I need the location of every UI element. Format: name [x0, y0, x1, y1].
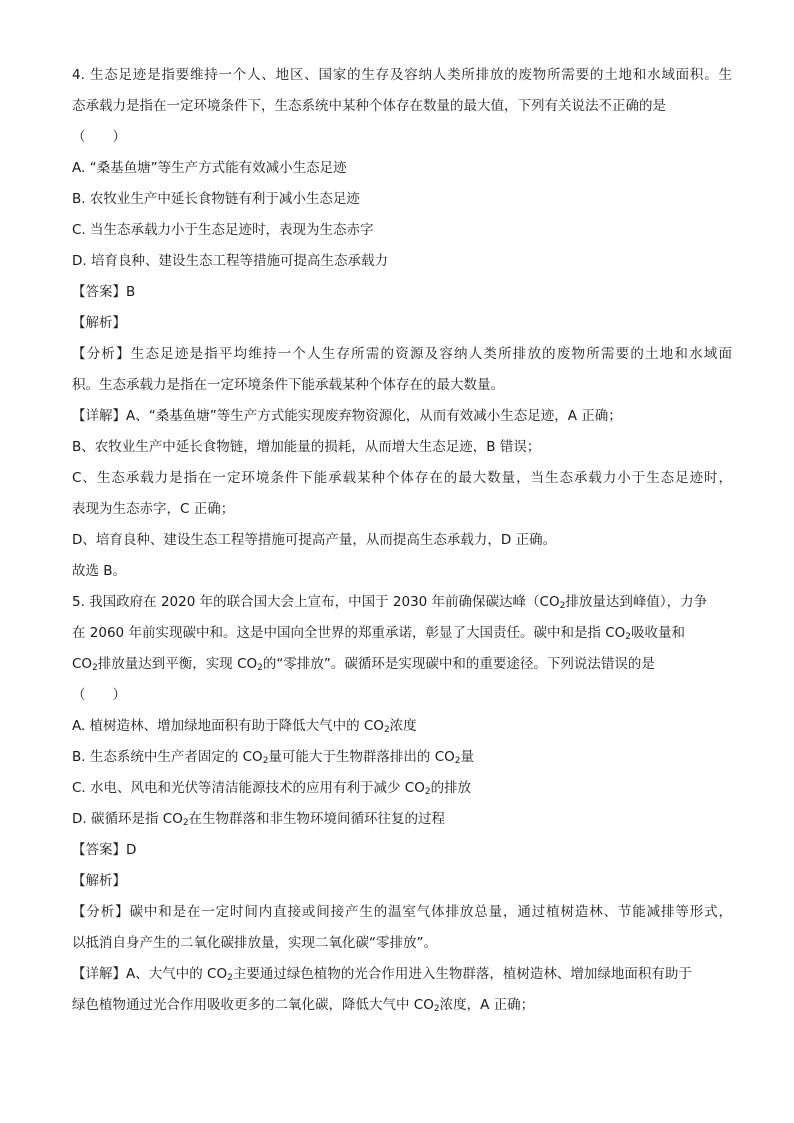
- q5-analysis-line-1: 【分析】碳中和是在一定时间内直接或间接产生的温室气体排放总量，通过植树造林、节能减排等形式，: [72, 904, 732, 920]
- subscript-2: 2: [383, 725, 390, 735]
- q4-answer: 【答案】B: [72, 284, 136, 300]
- q4-option-d: D. 培育良种、建设生态工程等措施可提高生态承载力: [72, 253, 388, 269]
- q5-detail2-text-b: 浓度，A 正确；: [439, 997, 535, 1013]
- q5-detail1-text-b: 主要通过绿色植物的光合作用进入生物群落，植树造林、增加绿地面积有助于: [232, 966, 692, 982]
- q4-analysis-line-2: 积。生态承载力是指在一定环境条件下能承载某种个体存在的最大数量。: [72, 377, 504, 393]
- q5-option-c: [72, 773, 732, 804]
- q5-stem3-text-c: 的“零排放”。碳循环是实现碳中和的重要途径。下列说法错误的是: [262, 656, 655, 672]
- q4-detail-c-line-1: C、生态承载力是指在一定环境条件下能承载某种个体存在的最大数量，当生态承载力小于生态足迹时，: [72, 470, 732, 486]
- q5-option-a-text-a: A. 植树造林、增加绿地面积有助于降低大气中的 CO: [72, 718, 384, 734]
- q5-stem2-text-a: 在 2060 年前实现碳中和。这是中国向全世界的郑重承诺，彰显了大国责任。碳中和是指 CO: [72, 625, 626, 641]
- q4-detail-d: D、培育良种、建设生态工程等措施可提高产量，从而提高生态承载力，D 正确。: [72, 532, 557, 548]
- q4-stem-line-2: 态承载力是指在一定环境条件下，生态系统中某种个体存在数量的最大值，下列有关说法不正确的是: [72, 98, 666, 114]
- document-page: [72, 60, 732, 1021]
- q5-stem-line-2: [72, 618, 732, 649]
- q5-stem1-text-b: 排放量达到峰值），力争: [565, 594, 708, 610]
- q5-detail-line-2: [72, 990, 732, 1021]
- q5-option-c-text-a: C. 水电、风电和光伏等清洁能源技术的应用有利于减少 CO: [72, 780, 425, 796]
- q5-answer: 【答案】D: [72, 842, 137, 858]
- q4-detail-b: B、农牧业生产中延长食物链，增加能量的损耗，从而增大生态足迹，B 错误；: [72, 439, 541, 455]
- q5-option-d-text-a: D. 碳循环是指 CO: [72, 811, 183, 827]
- q4-option-b: B. 农牧业生产中延长食物链有利于减小生态足迹: [72, 191, 360, 207]
- subscript-2: 2: [92, 663, 98, 673]
- q5-detail2-text-a: 绿色植物通过光合作用吸收更多的二氧化碳，降低大气中 CO: [72, 997, 434, 1013]
- q5-option-c-text-b: 的排放: [430, 780, 472, 796]
- q5-stem-line-1: [72, 587, 732, 618]
- q4-jiexi-heading: 【解析】: [72, 315, 126, 331]
- subscript-2: 2: [433, 1004, 440, 1014]
- q4-detail-a: 【详解】A、“桑基鱼塘”等生产方式能实现废弃物资源化，从而有效减小生态足迹，A 正确；: [72, 408, 622, 424]
- q4-analysis-line-1: 【分析】生态足迹是指平均维持一个人生存所需的资源及容纳人类所排放的废物所需要的土地和水域面: [72, 346, 732, 362]
- q4-option-c: C. 当生态承载力小于生态足迹时，表现为生态赤字: [72, 222, 374, 238]
- q5-stem3-text-a: CO: [72, 656, 93, 672]
- q5-option-b-text-a: B. 生态系统中生产者固定的 CO: [72, 749, 263, 765]
- q5-option-d: [72, 804, 732, 835]
- q5-detail1-text-a: 【详解】A、大气中的 CO: [72, 966, 228, 982]
- q5-stem-line-3: [72, 649, 732, 680]
- q5-stem1-text-a: 5. 我国政府在 2020 年的联合国大会上宣布，中国于 2030 年前确保碳达峰（CO: [72, 594, 560, 610]
- subscript-2: 2: [262, 756, 269, 766]
- q5-option-d-text-b: 在生物群落和非生物环境间循环往复的过程: [188, 811, 446, 827]
- q5-option-a: [72, 711, 732, 742]
- q5-option-b-text-c: 量: [460, 749, 474, 765]
- q4-stem-line-1: 4. 生态足迹是指要维持一个人、地区、国家的生存及容纳人类所排放的废物所需要的土地和水域面积。生: [72, 67, 732, 83]
- q5-option-b: [72, 742, 732, 773]
- subscript-2: 2: [625, 632, 632, 642]
- subscript-2: 2: [182, 818, 189, 828]
- q5-stem3-text-b: 排放量达到平衡，实现 CO: [97, 656, 258, 672]
- q5-stem2-text-b: 吸收量和: [631, 625, 686, 641]
- q4-answer-parentheses: （ ）: [72, 129, 126, 145]
- q5-detail-line-1: [72, 959, 732, 990]
- q5-analysis-line-2: 以抵消自身产生的二氧化碳排放量，实现二氧化碳“零排放”。: [72, 935, 437, 951]
- q4-option-a: A. “桑基鱼塘”等生产方式能有效减小生态足迹: [72, 160, 347, 176]
- q5-option-b-text-b: 量可能大于生物群落排出的 CO: [268, 749, 455, 765]
- subscript-2: 2: [454, 756, 461, 766]
- subscript-2: 2: [424, 787, 431, 797]
- q4-detail-c-line-2: 表现为生态赤字，C 正确；: [72, 501, 235, 517]
- subscript-2: 2: [257, 663, 263, 673]
- q4-conclusion: 故选 B。: [72, 563, 127, 579]
- subscript-2: 2: [559, 601, 566, 611]
- q5-answer-parentheses: （ ）: [72, 687, 126, 703]
- subscript-2: 2: [227, 973, 233, 983]
- q5-jiexi-heading: 【解析】: [72, 873, 126, 889]
- q5-option-a-text-b: 浓度: [389, 718, 417, 734]
